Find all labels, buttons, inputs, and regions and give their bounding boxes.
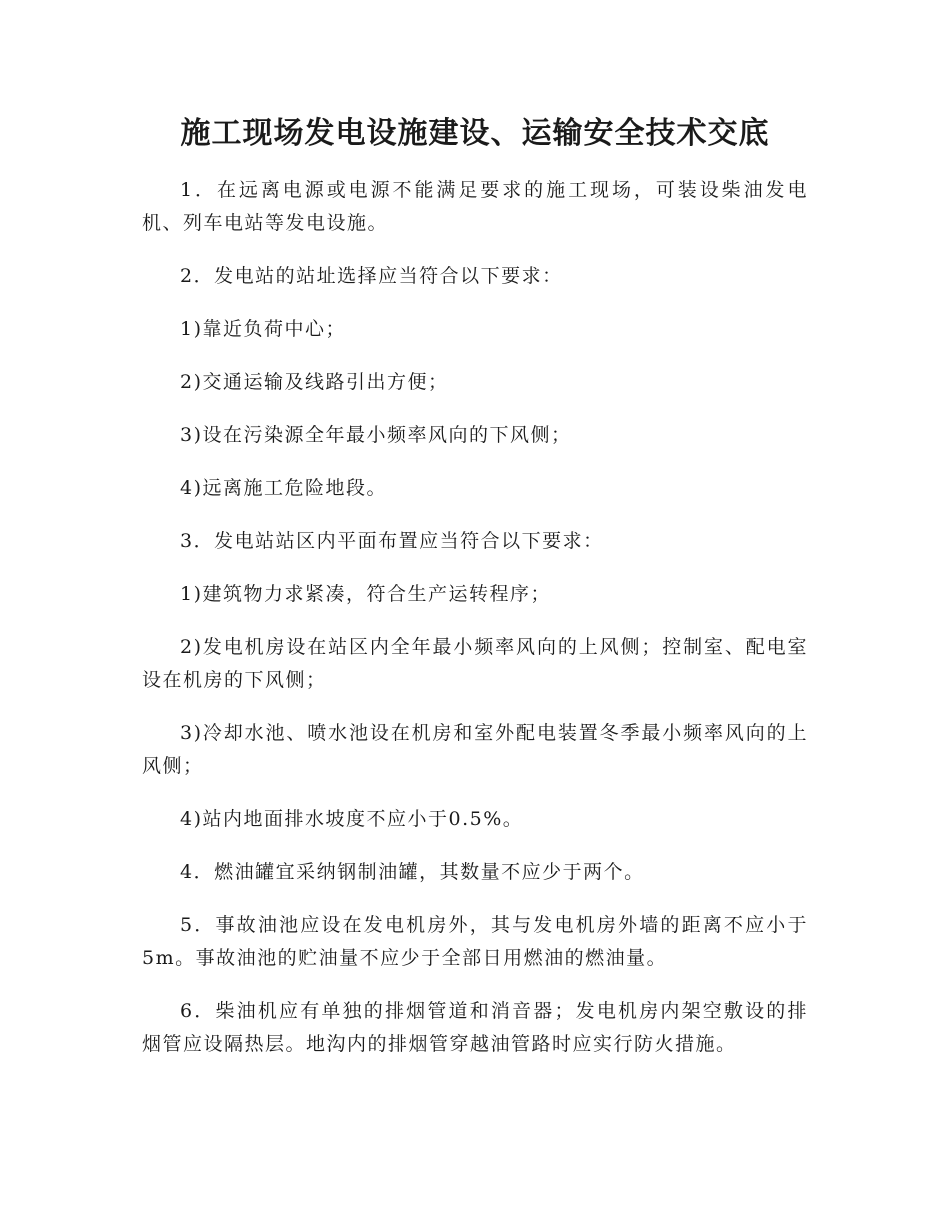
document-page	[142, 108, 808, 1081]
paragraph-6: 6．柴油机应有单独的排烟管道和消音器；发电机房内架空敷设的排烟管应设隔热层。地沟内的排烟管穿越油管路时应实行防火措施。	[142, 1000, 808, 1055]
paragraph-2-item-4: 4)远离施工危险地段。	[180, 477, 388, 499]
paragraph-3-item-2: 2)发电机房设在站区内全年最小频率风向的上风侧；控制室、配电室设在机房的下风侧；	[142, 636, 808, 691]
paragraph-2-item-3: 3)设在污染源全年最小频率风向的下风侧；	[180, 424, 572, 446]
paragraph-2: 2．发电站的站址选择应当符合以下要求：	[180, 265, 563, 287]
paragraph-3: 3．发电站站区内平面布置应当符合以下要求：	[180, 530, 604, 552]
paragraph-2-item-1: 1)靠近负荷中心；	[180, 318, 347, 340]
paragraph-3-item-1: 1)建筑物力求紧凑，符合生产运转程序；	[180, 583, 552, 605]
paragraph-3-item-4: 4)站内地面排水坡度不应小于0.5%。	[180, 808, 524, 830]
document-title: 施工现场发电设施建设、运输安全技术交底	[180, 116, 770, 151]
paragraph-2-item-2: 2)交通运输及线路引出方便；	[180, 371, 449, 393]
paragraph-1: 1．在远离电源或电源不能满足要求的施工现场，可装设柴油发电机、列车电站等发电设施。	[142, 179, 808, 234]
paragraph-5: 5．事故油池应设在发电机房外，其与发电机房外墙的距离不应小于5m。事故油池的贮油量不应少于全部日用燃油的燃油量。	[142, 914, 808, 969]
paragraph-4: 4．燃油罐宜采纳钢制油罐，其数量不应少于两个。	[180, 861, 645, 883]
paragraph-3-item-3: 3)冷却水池、喷水池设在机房和室外配电装置冬季最小频率风向的上风侧；	[142, 722, 808, 777]
